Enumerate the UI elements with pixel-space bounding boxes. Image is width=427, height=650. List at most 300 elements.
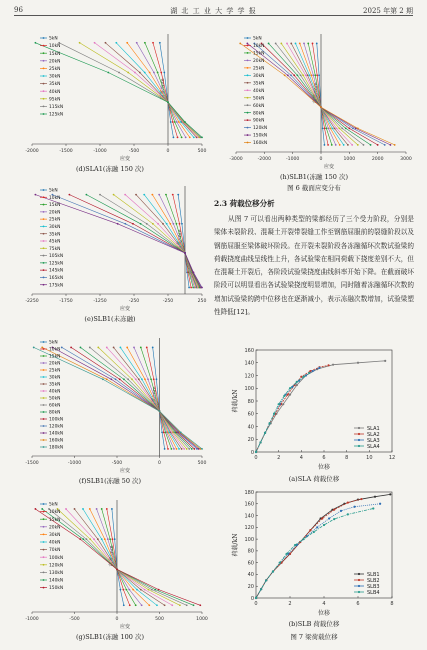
- strain-point: [102, 378, 104, 380]
- legend-label: 20kN: [253, 59, 265, 64]
- strain-point: [178, 121, 180, 123]
- x-tick-label: 4: [322, 601, 326, 607]
- legend-label: 25kN: [49, 217, 61, 223]
- strain-point: [160, 72, 162, 74]
- strain-point: [287, 74, 289, 76]
- strain-point: [152, 42, 154, 44]
- strain-line: [66, 509, 172, 605]
- chart-f: [10, 330, 210, 474]
- data-point: [360, 498, 362, 500]
- strain-point: [309, 74, 311, 76]
- strain-point: [327, 128, 329, 130]
- strain-point: [190, 287, 192, 289]
- chart-load-sla: [230, 344, 400, 472]
- data-point: [278, 403, 280, 405]
- data-point: [327, 364, 329, 366]
- strain-point: [199, 604, 201, 606]
- strain-point: [275, 43, 277, 45]
- strain-point: [148, 604, 150, 606]
- legend-label: 60kN: [253, 103, 265, 109]
- legend-marker: [43, 587, 45, 589]
- legend-marker: [43, 211, 45, 213]
- strain-point: [132, 589, 134, 591]
- data-point: [294, 544, 296, 546]
- legend-label: 50kN: [253, 96, 265, 102]
- legend-label: 35kN: [49, 232, 61, 238]
- strain-point: [127, 378, 129, 380]
- x-tick-label: 12: [388, 455, 396, 461]
- data-point: [389, 493, 391, 495]
- strain-point: [297, 74, 299, 76]
- x-tick-label: -1000: [285, 157, 300, 162]
- x-tick-label: 8: [345, 455, 349, 461]
- data-point: [269, 422, 271, 424]
- legend-label: 35kN: [49, 82, 61, 88]
- legend-marker: [247, 104, 249, 106]
- strain-point: [143, 194, 145, 196]
- caption-load-slb: (b)SLB 荷载位移: [288, 620, 340, 628]
- legend-label: 115kN: [49, 105, 64, 110]
- x-tick-label: 0: [115, 617, 119, 622]
- y-tick-label: 80: [247, 548, 254, 555]
- strain-point: [41, 347, 43, 349]
- strain-point: [336, 128, 338, 130]
- legend-label: 40kN: [49, 89, 61, 95]
- strain-point: [110, 378, 112, 380]
- legend-label: 160kN: [49, 438, 64, 444]
- strain-point: [334, 128, 336, 130]
- y-tick-label: 120: [244, 373, 254, 380]
- strain-point: [174, 121, 176, 123]
- strain-point: [193, 604, 195, 606]
- y-axis-label: 高度/mm: [151, 386, 158, 408]
- y-axis-label: 荷载/kN: [232, 533, 239, 557]
- legend-label: 45kN: [49, 239, 61, 245]
- figure7-caption: 图 7 梁荷载位移: [290, 633, 338, 641]
- legend-label: 15kN: [49, 51, 61, 57]
- data-point: [332, 364, 334, 366]
- series-line-slb3: [256, 504, 380, 598]
- legend-marker: [247, 127, 249, 129]
- y-tick-label: 160: [244, 347, 254, 354]
- legend-marker: [247, 45, 249, 47]
- legend-marker: [43, 218, 45, 220]
- data-point: [340, 510, 342, 512]
- strain-point: [114, 538, 116, 540]
- strain-point: [293, 74, 295, 76]
- legend-marker: [43, 397, 45, 399]
- legend-marker: [247, 37, 249, 39]
- legend-marker: [43, 240, 45, 242]
- strain-point: [101, 538, 103, 540]
- legend-marker: [247, 89, 249, 91]
- series-line-sla3: [256, 368, 320, 452]
- data-point: [265, 579, 267, 581]
- x-axis-label: 位移: [317, 610, 331, 617]
- x-tick-label: -250: [128, 299, 140, 304]
- strain-point: [79, 538, 81, 540]
- strain-point: [157, 223, 159, 225]
- legend-marker: [43, 269, 45, 271]
- strain-point: [201, 137, 203, 139]
- strain-point: [151, 589, 153, 591]
- strain-point: [144, 42, 146, 44]
- series-line-sla4: [256, 373, 309, 452]
- legend-marker: [43, 60, 45, 62]
- strain-point: [188, 287, 190, 289]
- data-point: [289, 387, 291, 389]
- strain-point: [164, 604, 166, 606]
- legend-label: 10kN: [49, 195, 61, 201]
- legend-marker: [43, 226, 45, 228]
- y-tick-label: 140: [244, 513, 254, 520]
- strain-point: [191, 448, 193, 450]
- y-axis-label: 高度/mm: [109, 545, 115, 567]
- legend-label: 80kN: [49, 410, 61, 416]
- legend-label: 10kN: [49, 347, 61, 353]
- strain-point: [129, 604, 131, 606]
- strain-point: [176, 223, 178, 225]
- strain-chart-svg: [10, 492, 210, 630]
- strain-point: [111, 508, 113, 510]
- legend-label: 80kN: [253, 111, 265, 117]
- series-line-sla1: [256, 361, 385, 452]
- strain-point: [184, 252, 186, 254]
- y-tick-label: 160: [244, 501, 254, 508]
- strain-point: [201, 287, 203, 289]
- x-tick-label: 2: [277, 455, 281, 461]
- strain-point: [171, 448, 173, 450]
- legend-marker: [43, 113, 45, 115]
- strain-point: [115, 42, 117, 44]
- legend-label: 30kN: [49, 74, 61, 80]
- strain-point: [140, 223, 142, 225]
- legend-marker: [247, 119, 249, 121]
- strain-point: [186, 604, 188, 606]
- strain-point: [165, 194, 167, 196]
- strain-point: [106, 378, 108, 380]
- strain-point: [181, 137, 183, 139]
- load-chart-svg: [230, 486, 400, 618]
- strain-point: [128, 589, 130, 591]
- legend-marker: [247, 52, 249, 54]
- legend-marker: [43, 90, 45, 92]
- legend-marker: [358, 439, 360, 441]
- legend-marker: [358, 585, 360, 587]
- x-tick-label: -500: [128, 149, 140, 154]
- strain-point: [318, 74, 320, 76]
- legend-marker: [247, 67, 249, 69]
- strain-point: [119, 378, 121, 380]
- strain-point: [127, 72, 129, 74]
- legend-label: 30kN: [49, 375, 61, 381]
- legend-marker: [43, 98, 45, 100]
- legend-marker: [43, 503, 45, 505]
- strain-point: [101, 508, 103, 510]
- data-point: [303, 538, 305, 540]
- strain-point: [106, 347, 108, 349]
- y-axis-label: 高度/mm: [160, 78, 166, 100]
- strain-point: [159, 42, 161, 44]
- strain-point: [107, 72, 109, 74]
- strain-point: [172, 121, 174, 123]
- x-axis-label: 应变: [119, 624, 131, 630]
- data-point: [308, 372, 310, 374]
- data-point: [289, 394, 291, 396]
- data-point: [372, 507, 374, 509]
- strain-point: [122, 589, 124, 591]
- legend-marker: [43, 534, 45, 536]
- strain-point: [80, 347, 82, 349]
- strain-point: [286, 43, 288, 45]
- section-heading: 2.3 荷载位移分析: [214, 199, 275, 208]
- strain-point: [284, 74, 286, 76]
- strain-point: [141, 378, 143, 380]
- strain-point: [107, 538, 109, 540]
- legend-marker: [43, 45, 45, 47]
- strain-chart-svg: [10, 178, 210, 312]
- strain-point: [305, 74, 307, 76]
- strain-point: [246, 43, 248, 45]
- strain-point: [124, 194, 126, 196]
- x-tick-label: -1750: [59, 299, 73, 304]
- legend-label: 145kN: [49, 268, 64, 274]
- strain-point: [239, 43, 241, 45]
- strain-point: [79, 42, 81, 44]
- legend-label: 175kN: [49, 283, 64, 289]
- strain-point: [138, 378, 140, 380]
- strain-point: [113, 347, 115, 349]
- strain-point: [154, 589, 156, 591]
- strain-point: [322, 128, 324, 130]
- legend-label: 25kN: [253, 66, 265, 72]
- strain-point: [170, 121, 172, 123]
- data-point: [255, 597, 257, 599]
- legend-label: 125kN: [49, 112, 64, 118]
- strain-point: [312, 43, 314, 45]
- legend-label: 5kN: [253, 36, 262, 42]
- legend-marker: [43, 564, 45, 566]
- x-tick-label: 8: [390, 601, 394, 607]
- strain-point: [167, 101, 169, 103]
- legend-label: SLA3: [367, 437, 380, 444]
- legend-label: 140kN: [49, 431, 64, 437]
- data-point: [323, 524, 325, 526]
- strain-point: [390, 144, 392, 146]
- legend-label: 105kN: [49, 254, 64, 260]
- strain-point: [97, 347, 99, 349]
- figure6-caption: 图 6 截面应变分布: [287, 184, 341, 192]
- x-tick-label: -2000: [25, 149, 39, 154]
- strain-point: [303, 43, 305, 45]
- strain-point: [348, 128, 350, 130]
- strain-point: [126, 42, 128, 44]
- strain-chart-svg: [214, 26, 414, 170]
- legend-label: SLB4: [367, 589, 380, 596]
- strain-point: [94, 42, 96, 44]
- data-point: [333, 509, 335, 511]
- strain-point: [93, 538, 95, 540]
- strain-point: [268, 43, 270, 45]
- strain-line: [100, 195, 199, 288]
- strain-chart-svg: [10, 26, 210, 162]
- legend-marker: [43, 106, 45, 108]
- data-point: [303, 376, 305, 378]
- strain-point: [307, 74, 309, 76]
- strain-point: [316, 74, 318, 76]
- legend-label: 180kN: [49, 445, 64, 451]
- legend-marker: [43, 348, 45, 350]
- strain-point: [316, 43, 318, 45]
- strain-line: [95, 43, 198, 138]
- series-line-slb4: [256, 509, 373, 599]
- strain-point: [35, 194, 37, 196]
- chart-e: [10, 178, 210, 312]
- legend-marker: [43, 247, 45, 249]
- x-tick-label: 4: [299, 455, 303, 461]
- x-axis-label: 应变: [119, 468, 131, 474]
- y-tick-label: 20: [247, 437, 254, 444]
- caption-e: (e)SLB1(未冻融): [84, 315, 136, 323]
- legend-label: 160kN: [253, 141, 268, 147]
- legend-label: 35kN: [253, 81, 265, 87]
- strain-point: [146, 347, 148, 349]
- strain-point: [327, 144, 329, 146]
- legend-label: 20kN: [49, 525, 61, 531]
- legend-marker: [43, 83, 45, 85]
- strain-point: [99, 194, 101, 196]
- legend-marker: [43, 376, 45, 378]
- legend-label: 15kN: [49, 354, 61, 360]
- strain-point: [65, 508, 67, 510]
- legend-label: 25kN: [49, 67, 61, 72]
- strain-point: [384, 144, 386, 146]
- x-tick-label: 0: [254, 455, 258, 461]
- strain-point: [363, 144, 365, 146]
- chart-d: [10, 26, 210, 162]
- data-point: [328, 517, 330, 519]
- strain-point: [139, 72, 141, 74]
- chart-g: [10, 492, 210, 630]
- legend-marker: [43, 262, 45, 264]
- x-tick-label: 500: [197, 461, 207, 466]
- data-point: [384, 360, 386, 362]
- strain-point: [156, 378, 158, 380]
- x-tick-label: -1000: [67, 461, 82, 466]
- legend-label: 20kN: [49, 210, 61, 216]
- y-axis-label: 高度/mm: [313, 82, 319, 104]
- x-tick-label: 1000: [196, 617, 208, 622]
- legend-label: 150kN: [253, 133, 268, 139]
- legend-marker: [247, 142, 249, 144]
- x-axis-label: 位移: [317, 464, 331, 471]
- strain-point: [394, 144, 396, 146]
- x-tick-label: 3000: [400, 157, 412, 162]
- strain-point: [176, 121, 178, 123]
- strain-line: [80, 43, 200, 138]
- strain-point: [172, 194, 174, 196]
- x-tick-label: 250: [197, 299, 207, 304]
- x-axis-label: 应变: [119, 156, 131, 162]
- legend-marker: [358, 579, 360, 581]
- caption-d: (d)SLA1(冻融 150 次): [76, 165, 144, 173]
- strain-point: [163, 72, 165, 74]
- strain-point: [69, 194, 71, 196]
- legend-label: 120kN: [49, 424, 64, 430]
- caption-g: (g)SLB1(冻融 100 次): [75, 633, 145, 641]
- series-line-slb2: [256, 499, 361, 598]
- legend-marker: [43, 362, 45, 364]
- y-tick-label: 80: [247, 398, 254, 405]
- strain-point: [201, 448, 203, 450]
- x-tick-label: 0: [319, 157, 323, 162]
- x-tick-label: -2250: [25, 299, 39, 304]
- strain-point: [345, 128, 347, 130]
- strain-point: [311, 74, 313, 76]
- legend-marker: [43, 75, 45, 77]
- legend-label: 60kN: [49, 403, 61, 409]
- strain-point: [96, 508, 98, 510]
- legend-label: 100kN: [49, 555, 64, 561]
- strain-point: [113, 194, 115, 196]
- data-point: [255, 451, 257, 453]
- x-tick-label: -500: [69, 617, 80, 622]
- legend-label: 10kN: [49, 510, 61, 516]
- legend-marker: [43, 355, 45, 357]
- strain-point: [370, 144, 372, 146]
- strain-point: [347, 144, 349, 146]
- legend-label: 20kN: [49, 59, 61, 65]
- x-tick-label: -3000: [229, 157, 243, 162]
- legend-label: 165kN: [49, 276, 64, 282]
- legend-label: 95kN: [49, 97, 61, 103]
- strain-point: [181, 448, 183, 450]
- legend-marker: [358, 445, 360, 447]
- data-point: [296, 384, 298, 386]
- x-tick-label: 6: [356, 601, 360, 607]
- strain-point: [335, 144, 337, 146]
- strain-point: [141, 604, 143, 606]
- strain-point: [74, 508, 76, 510]
- strain-point: [173, 137, 175, 139]
- data-point: [333, 518, 335, 520]
- legend-marker: [247, 112, 249, 114]
- strain-point: [331, 128, 333, 130]
- legend-label: 5kN: [49, 502, 58, 508]
- strain-point: [161, 432, 163, 434]
- legend-marker: [43, 572, 45, 574]
- legend-marker: [43, 404, 45, 406]
- y-tick-label: 140: [244, 360, 254, 367]
- strain-point: [120, 589, 122, 591]
- x-tick-label: 0: [166, 149, 170, 154]
- strain-point: [357, 144, 359, 146]
- x-tick-label: -1500: [25, 461, 39, 466]
- load-chart-svg: [230, 344, 400, 472]
- strain-point: [159, 410, 161, 412]
- strain-point: [150, 378, 152, 380]
- data-point: [296, 381, 298, 383]
- strain-line: [83, 509, 157, 605]
- strain-point: [144, 72, 146, 74]
- strain-point: [176, 448, 178, 450]
- strain-point: [61, 347, 63, 349]
- legend-label: 50kN: [49, 396, 61, 402]
- strain-point: [171, 604, 173, 606]
- y-tick-label: 40: [247, 424, 254, 431]
- strain-point: [117, 223, 119, 225]
- strain-point: [193, 272, 195, 274]
